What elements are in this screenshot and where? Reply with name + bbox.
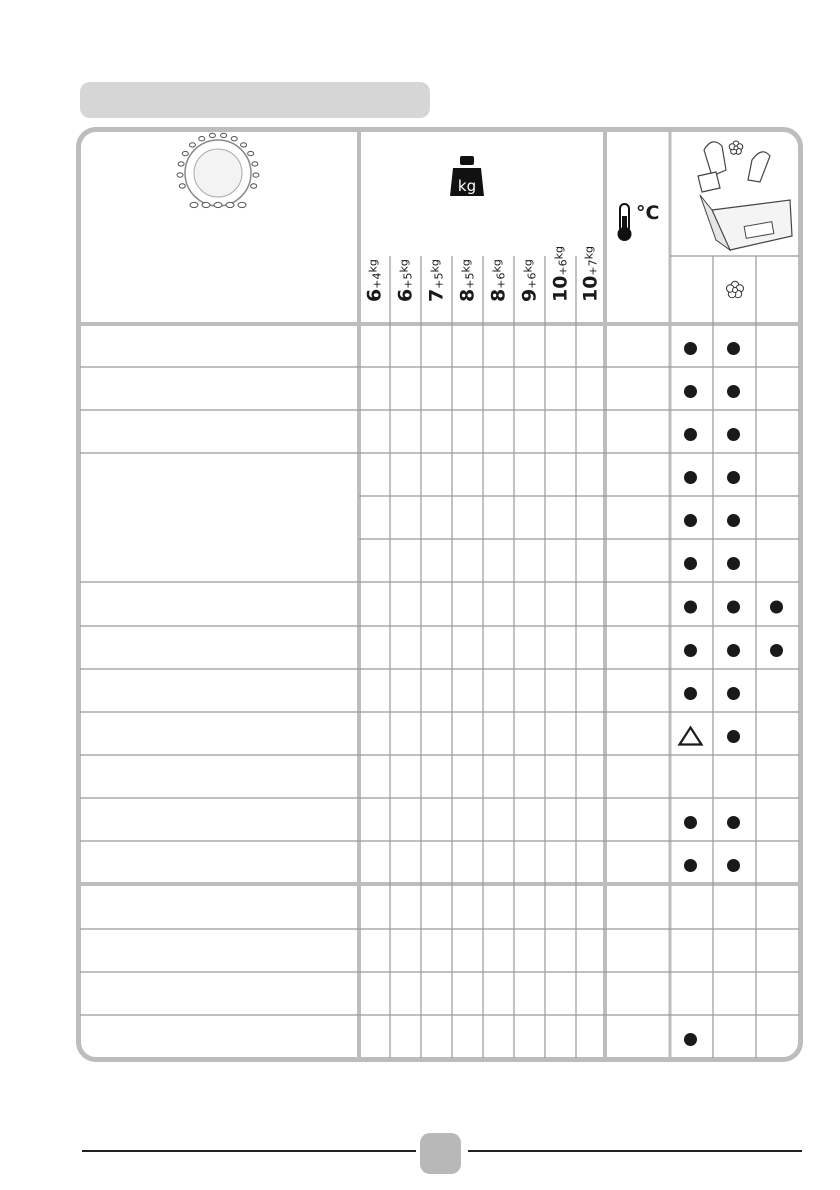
dial-position-mark bbox=[226, 202, 234, 207]
detergent-dot-mark bbox=[684, 601, 697, 614]
dial-position-mark bbox=[251, 184, 257, 188]
dial-position-mark bbox=[214, 202, 222, 207]
dial-position-mark bbox=[209, 133, 215, 137]
load-capacity-label: $9+6^{kg}$ bbox=[518, 259, 541, 302]
detergent-dot-mark bbox=[684, 859, 697, 872]
detergent-dot-mark bbox=[727, 385, 740, 398]
detergent-dot-mark bbox=[684, 428, 697, 441]
detergent-dot-mark bbox=[684, 342, 697, 355]
load-capacity-label: $10+6^{kg}$ bbox=[549, 245, 572, 302]
dial-position-mark bbox=[241, 143, 247, 147]
page-number-tab bbox=[420, 1133, 461, 1174]
detergent-dot-mark bbox=[727, 687, 740, 700]
dial-position-mark bbox=[177, 173, 183, 177]
dial-position-mark bbox=[248, 151, 254, 155]
detergent-dot-mark bbox=[684, 816, 697, 829]
detergent-dot-mark bbox=[684, 687, 697, 700]
detergent-dot-mark bbox=[727, 644, 740, 657]
detergent-dot-mark bbox=[684, 1033, 697, 1046]
dial-position-mark bbox=[252, 162, 258, 166]
detergent-dot-mark bbox=[770, 644, 783, 657]
load-capacity-label: $8+5^{kg}$ bbox=[456, 259, 479, 302]
load-capacity-label: $6+4^{kg}$ bbox=[363, 259, 386, 302]
softener-bottle bbox=[748, 152, 770, 182]
detergent-dot-mark bbox=[727, 859, 740, 872]
footer-rule-right bbox=[468, 1150, 802, 1152]
thermometer-level bbox=[622, 216, 627, 232]
dial-position-mark bbox=[189, 143, 195, 147]
temperature-unit-label: °C bbox=[636, 202, 660, 224]
load-capacity-label: $7+5^{kg}$ bbox=[425, 259, 448, 302]
dial-position-mark bbox=[202, 202, 210, 207]
dial-position-mark bbox=[253, 173, 259, 177]
dial-position-mark bbox=[221, 133, 227, 137]
footer-rule-left bbox=[82, 1150, 416, 1152]
load-capacity-label: $6+5^{kg}$ bbox=[394, 259, 417, 302]
detergent-dot-mark bbox=[727, 816, 740, 829]
dial-position-mark bbox=[179, 184, 185, 188]
dial-position-mark bbox=[178, 162, 184, 166]
load-capacity-label: $8+6^{kg}$ bbox=[487, 259, 510, 302]
detergent-dot-mark bbox=[727, 730, 740, 743]
detergent-dot-mark bbox=[684, 514, 697, 527]
detergent-dot-mark bbox=[684, 385, 697, 398]
dial-position-mark bbox=[182, 151, 188, 155]
dial-position-mark bbox=[238, 202, 246, 207]
dial-knob bbox=[194, 149, 242, 197]
dial-position-mark bbox=[190, 202, 198, 207]
detergent-triangle-mark bbox=[680, 728, 702, 745]
detergent-dot-mark bbox=[727, 342, 740, 355]
detergent-dot-mark bbox=[684, 557, 697, 570]
flower-softener-icon bbox=[734, 146, 738, 150]
load-capacity-label: $10+7^{kg}$ bbox=[579, 245, 602, 302]
weight-kg-label: kg bbox=[457, 177, 477, 195]
dial-position-mark bbox=[231, 136, 237, 140]
detergent-bottle bbox=[704, 142, 726, 176]
detergent-dot-mark bbox=[727, 471, 740, 484]
detergent-dot-mark bbox=[770, 601, 783, 614]
detergent-dot-mark bbox=[727, 557, 740, 570]
detergent-dot-mark bbox=[727, 428, 740, 441]
dial-position-mark bbox=[199, 136, 205, 140]
detergent-dot-mark bbox=[727, 601, 740, 614]
weight-handle bbox=[460, 156, 474, 165]
detergent-dot-mark bbox=[727, 514, 740, 527]
detergent-dot-mark bbox=[684, 471, 697, 484]
measuring-cup bbox=[698, 172, 720, 192]
flower-softener-icon bbox=[733, 288, 738, 293]
detergent-dot-mark bbox=[684, 644, 697, 657]
